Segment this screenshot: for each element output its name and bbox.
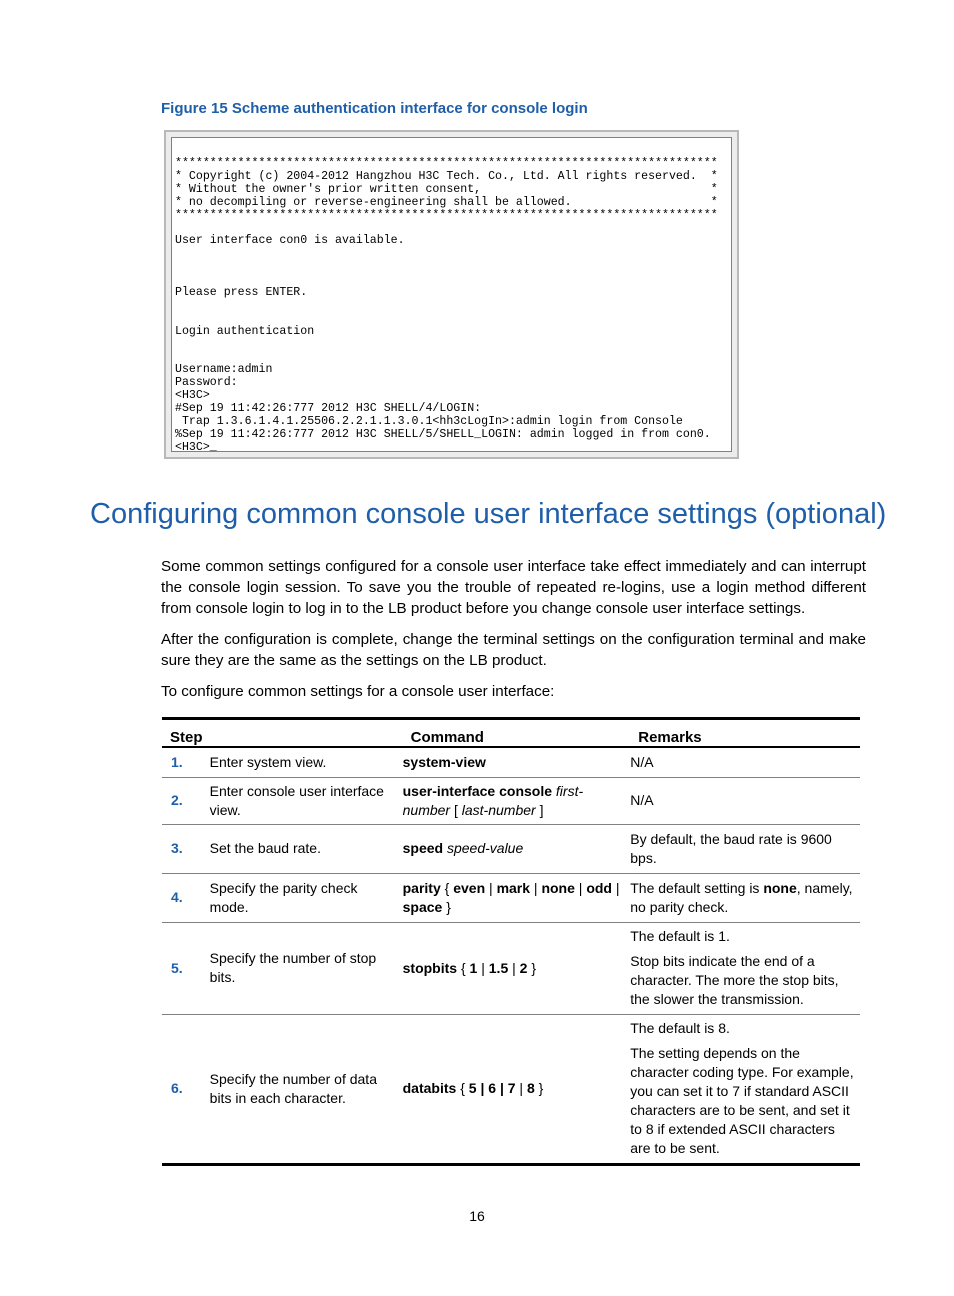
terminal-line: Login authentication [175, 324, 315, 338]
step-number: 5. [162, 922, 210, 1014]
page-number: 16 [469, 1208, 485, 1224]
step-description: Specify the parity check mode. [210, 873, 403, 922]
step-command [403, 824, 631, 873]
step-description: Enter system view. [210, 747, 403, 777]
terminal-line: <H3C>_ [175, 440, 217, 452]
terminal-line: * Without the owner's prior written consent, * [175, 182, 718, 196]
text-run: parity [402, 879, 441, 896]
text-run: 8 [526, 1080, 535, 1096]
step-remarks [630, 777, 860, 824]
step-description: Specify the number of stop bits. [210, 922, 403, 1014]
terminal-line: * no decompiling or reverse-engineering shall be allowed. * [175, 195, 718, 209]
config-steps-table [162, 717, 860, 1166]
remark-paragraph: N/A [630, 792, 654, 808]
text-run: | [477, 959, 489, 976]
remark-paragraph [630, 879, 854, 917]
table-header-row [162, 719, 860, 748]
table-row [162, 922, 860, 1014]
table-row [162, 777, 860, 824]
terminal-line [175, 274, 731, 287]
text-run: 5 | 6 | 7 [468, 1080, 516, 1096]
step-remarks [630, 747, 860, 777]
step-number: 3. [162, 824, 210, 873]
text-run: odd [586, 879, 612, 896]
step-remarks [630, 824, 860, 873]
terminal-line [175, 261, 731, 274]
step-number: 1. [162, 747, 210, 777]
text-run: space [402, 898, 443, 915]
text-run: | [611, 879, 620, 896]
text-run: last-number [461, 801, 536, 818]
text-run: stopbits [402, 959, 458, 976]
terminal-line: ****************************************************************************** [175, 157, 718, 170]
text-run: speed [402, 840, 444, 856]
terminal-line [175, 300, 731, 313]
terminal-line: ****************************************************************************** [175, 208, 718, 222]
step-description: Enter console user interface view. [210, 777, 403, 824]
section-title: Configuring common console user interface settings (optional) [90, 498, 887, 530]
remark-paragraph: The setting depends on the character coding type. For example, you can set it to 7 if standard ASCII characters are to be sent, and set it to 8 if extended ASCII characters are to be sent. [630, 1045, 854, 1156]
step-command [403, 747, 631, 777]
text-run: } [527, 959, 537, 976]
terminal-line [175, 338, 731, 351]
terminal-line: Username:admin [175, 363, 273, 377]
text-run: | [574, 879, 587, 896]
text-run: mark [496, 879, 531, 896]
terminal-line: Trap 1.3.6.1.4.1.25506.2.2.1.1.3.0.1<hh3cLogIn>:admin login from Console [175, 414, 683, 428]
text-run: 2 [519, 959, 528, 976]
terminal-line [175, 248, 731, 261]
header-step: Step [162, 719, 403, 748]
text-run: | [530, 879, 542, 896]
text-run: 1.5 [488, 959, 509, 976]
terminal-line: User interface con0 is available. [175, 234, 405, 248]
text-run: | [515, 1080, 527, 1096]
text-run: none [763, 879, 797, 896]
step-remarks [630, 922, 860, 1014]
text-run: | [508, 959, 520, 976]
terminal-line: <H3C> [175, 389, 210, 403]
step-number: 6. [162, 1014, 210, 1164]
terminal-line: Please press ENTER. [175, 285, 308, 299]
terminal-line: * Copyright (c) 2004-2012 Hangzhou H3C Tech. Co., Ltd. All rights reserved. * [175, 169, 718, 183]
step-command [403, 873, 631, 922]
terminal-screenshot [164, 130, 739, 459]
header-remarks: Remarks [630, 719, 860, 748]
text-run: { [456, 1080, 469, 1096]
step-command [403, 777, 631, 824]
table-row [162, 1014, 860, 1164]
text-run: [ [450, 801, 462, 818]
figure-caption: Figure 15 Scheme authentication interface for console login [161, 100, 588, 117]
remark-paragraph: The default is 8. [630, 1020, 730, 1036]
table-row [162, 873, 860, 922]
terminal-line: %Sep 19 11:42:26:777 2012 H3C SHELL/5/SHELL_LOGIN: admin logged in from con0. [175, 427, 711, 441]
text-run: 1 [469, 959, 478, 976]
step-description: Set the baud rate. [210, 824, 403, 873]
text-run: The default setting is [630, 879, 764, 896]
remark-paragraph: By default, the baud rate is 9600 bps. [630, 830, 832, 866]
config-paragraph: After the configuration is complete, change the terminal settings on the configuration terminal and make sure they are the same as the settings on the LB product. [161, 631, 866, 669]
text-run: } [534, 1080, 544, 1096]
step-number: 4. [162, 873, 210, 922]
text-run: } [442, 898, 451, 915]
text-run: ] [535, 801, 544, 818]
text-run: , namely, no parity check. [630, 879, 853, 915]
text-run: none [541, 879, 575, 896]
terminal-line: Password: [175, 376, 238, 390]
text-run: databits [402, 1080, 457, 1096]
step-remarks [630, 1014, 860, 1164]
terminal-output [171, 137, 732, 452]
text-run: { [457, 959, 470, 976]
terminal-line: #Sep 19 11:42:26:777 2012 H3C SHELL/4/LOGIN: [175, 401, 482, 415]
step-command [403, 1014, 631, 1164]
text-run: speed-value [443, 840, 524, 856]
text-run: system-view [402, 753, 486, 770]
remark-paragraph: Stop bits indicate the end of a character. The more the stop bits, the slower the transmission. [630, 953, 839, 1007]
table-row [162, 747, 860, 777]
terminal-line [175, 313, 731, 326]
step-remarks [630, 873, 860, 922]
step-command [403, 922, 631, 1014]
remark-paragraph: N/A [630, 753, 654, 770]
table-intro-paragraph: To configure common settings for a console user interface: [161, 683, 555, 700]
intro-paragraph: Some common settings configured for a console user interface take effect immediately and can interrupt the console login session. To save you the trouble of repeated re-logins, use a login method different from console login to log in to the LB product before you change console user interface settings. [161, 558, 866, 617]
step-description: Specify the number of data bits in each character. [210, 1014, 403, 1164]
table-row [162, 824, 860, 873]
text-run: | [485, 879, 497, 896]
text-run: { [440, 879, 454, 896]
header-command: Command [403, 719, 631, 748]
text-run: user-interface console [402, 782, 553, 799]
remark-paragraph: The default is 1. [630, 928, 730, 944]
step-number: 2. [162, 777, 210, 824]
text-run: first-number [402, 782, 584, 818]
text-run: even [453, 879, 486, 896]
